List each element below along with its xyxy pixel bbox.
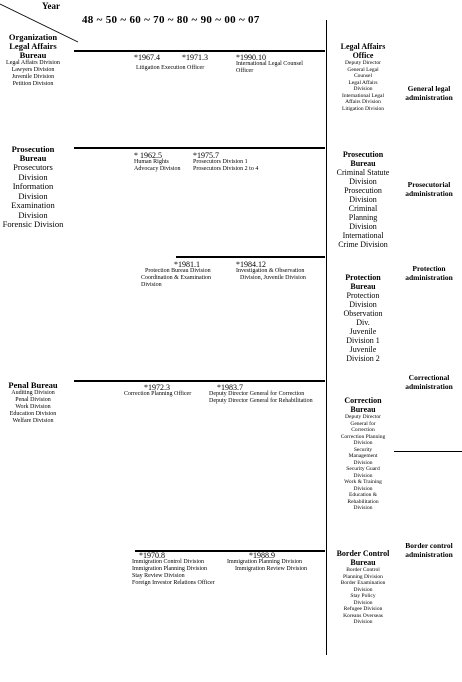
right-division: Division — [353, 485, 373, 492]
right-border-control-bureau — [332, 549, 394, 626]
event-text: Advocacy Division — [134, 166, 181, 172]
event-date: *1988.9 — [249, 551, 275, 560]
right-division: International Legal — [342, 92, 384, 99]
right-division: Planning Division — [343, 573, 383, 580]
timeline-line-prosecution — [74, 147, 325, 149]
right-division: Division — [353, 472, 373, 479]
right-division: Division — [353, 459, 373, 466]
right-division: Education & — [349, 492, 377, 498]
event-1990-10 — [236, 54, 303, 75]
event-text: Foreign Investor Relations Officer — [132, 580, 215, 586]
event-text: Immigration Control Division — [132, 559, 204, 565]
org-penal-bureau — [2, 381, 64, 425]
event-date: *1983.7 — [217, 383, 243, 392]
event-text: Prosecutors Division 2 to 4 — [193, 166, 259, 172]
category-border-control: Border control administration — [405, 541, 453, 559]
timeline-line-penal — [74, 380, 325, 382]
right-division: Deputy Director — [345, 60, 381, 66]
event-text: Immigration Planning Division — [227, 559, 302, 565]
right-division: Division — [349, 195, 377, 204]
org-division: Penal Division — [15, 397, 51, 403]
org-division: Work Division — [15, 404, 51, 410]
event-1981-1 — [141, 261, 211, 289]
category-protection: Protection administration — [405, 264, 453, 282]
right-legal-affairs-office — [332, 42, 394, 112]
event-1984-12 — [236, 261, 306, 282]
org-division: Welfare Division — [12, 418, 54, 424]
right-division: Litigation Division — [341, 105, 384, 112]
org-division: Lawyers Division — [11, 67, 55, 73]
category-correctional: Correctional administration — [405, 373, 453, 391]
timeline-divider — [326, 20, 327, 655]
year-label: Year — [42, 1, 60, 11]
event-text: Division — [141, 282, 162, 288]
org-prosecution-bureau — [2, 145, 64, 230]
right-division: Division — [349, 300, 377, 309]
right-division: Prosecution — [344, 186, 382, 195]
right-division: Division — [349, 222, 377, 231]
right-division: Division — [353, 86, 373, 92]
org-title: Prosecution Bureau — [11, 144, 55, 163]
event-1967-4-text — [136, 65, 204, 72]
event-text: Correction Planning Officer — [124, 391, 192, 397]
org-division: Juvenile Division — [11, 74, 55, 80]
org-division: Information Division — [12, 181, 54, 201]
event-1962-5 — [134, 152, 181, 173]
org-division: Forensic Division — [2, 219, 64, 229]
right-division: Counsel — [353, 73, 373, 79]
event-text: Immigration Planning Division — [132, 566, 207, 572]
right-division: Division — [353, 586, 373, 593]
event-date: *1967.4 — [134, 53, 160, 62]
event-text: Immigration Review Division — [235, 566, 307, 572]
event-1967-4 — [134, 54, 160, 61]
event-text: International Legal Counsel — [236, 61, 303, 67]
right-correction-bureau — [332, 396, 394, 512]
right-division: Protection — [346, 291, 380, 300]
event-text: Human Rights — [134, 159, 169, 165]
right-division: Juvenile — [349, 327, 377, 336]
timeline-line-protection — [176, 256, 325, 258]
right-division: Division 2 — [346, 354, 380, 363]
event-text: Protection Bureau Division — [145, 268, 211, 274]
event-text: Prosecutors Division 1 — [193, 159, 248, 165]
right-division: Criminal Statute — [336, 168, 390, 177]
event-date: *1984.12 — [236, 260, 266, 269]
event-1971-3 — [182, 54, 208, 61]
org-title: Organization Legal Affairs Bureau — [8, 32, 58, 60]
event-1988-9 — [227, 552, 307, 573]
org-division: Auditing Division — [11, 390, 55, 396]
event-date: *1972.3 — [144, 383, 170, 392]
right-division: Juvenile — [349, 345, 377, 354]
event-text: Officer — [236, 68, 254, 74]
right-division: Observation — [343, 309, 383, 318]
event-1975-7 — [193, 152, 258, 173]
right-title: Border Control Bureau — [336, 549, 390, 567]
category-prosecutorial: Prosecutorial administration — [405, 180, 453, 198]
right-division: Deputy Director — [345, 414, 381, 420]
event-date: *1970.8 — [139, 551, 165, 560]
event-date: *1971.3 — [182, 53, 208, 62]
right-division: Correction Planning — [340, 433, 386, 440]
right-division: Division — [349, 177, 377, 186]
right-division: Legal Affairs — [348, 79, 378, 86]
right-prosecution-bureau — [332, 150, 394, 249]
right-division: Criminal — [348, 204, 378, 213]
right-division: Refugee Division — [343, 606, 383, 612]
event-text: Stay Review Division — [132, 573, 185, 579]
event-text: Division, Juvenile Division — [240, 275, 306, 281]
right-division: Planning — [348, 213, 378, 222]
right-division: Division 1 — [346, 336, 380, 345]
org-legal-affairs-bureau — [2, 33, 64, 88]
event-text: Investigation & Observation — [236, 268, 305, 274]
org-division: Prosecutors Division — [13, 162, 53, 182]
right-division: Border Examination — [340, 580, 386, 586]
org-division: Examination Division — [11, 200, 55, 220]
org-division: Petition Division — [12, 81, 54, 87]
right-division: Rehabilitation — [347, 498, 379, 505]
event-text: Coordination & Examination — [141, 275, 211, 281]
year-scale: 48 ~ 50 ~ 60 ~ 70 ~ 80 ~ 90 ~ 00 ~ 07 — [82, 14, 260, 26]
event-text: Litigation Execution Officer — [136, 65, 205, 71]
right-division: Crime Division — [338, 240, 388, 249]
right-title: Prosecution Bureau — [342, 150, 384, 168]
category-separator — [394, 451, 462, 452]
right-division: Security Guard — [346, 466, 380, 472]
right-division: Div. — [356, 318, 370, 327]
event-date: *1990.10 — [236, 53, 266, 62]
event-date: *1981.1 — [174, 260, 200, 269]
right-division: Management — [348, 453, 378, 459]
right-division: Border Control — [346, 567, 380, 573]
right-division: Stay Policy — [350, 593, 376, 599]
right-division: Affairs Division — [345, 99, 381, 105]
right-division: Division — [353, 599, 373, 606]
right-division: Division — [353, 505, 373, 511]
right-title: Legal Affairs Office — [340, 42, 386, 60]
right-division: Division — [353, 619, 373, 625]
right-division: General Legal — [347, 66, 379, 73]
right-title: Protection Bureau — [345, 273, 381, 291]
right-title: Correction Bureau — [344, 396, 382, 414]
category-general-legal: General legal administration — [405, 84, 453, 102]
right-division: Work & Training — [344, 479, 382, 485]
right-division: General for — [350, 420, 376, 427]
right-protection-bureau — [332, 273, 394, 363]
timeline-line-legal — [74, 50, 325, 52]
event-1970-8 — [132, 552, 215, 587]
event-1972-3 — [124, 384, 191, 398]
right-division: International — [342, 231, 384, 240]
right-division: Security — [353, 446, 373, 453]
right-division: Division — [353, 440, 373, 446]
event-date: * 1962.5 — [134, 151, 162, 160]
event-text: Deputy Director General for Rehabilitation — [209, 398, 313, 404]
org-division: Legal Affairs Division — [6, 60, 60, 66]
org-division: Education Division — [9, 411, 57, 417]
right-division: Correction — [351, 427, 375, 433]
org-title: Penal Bureau — [8, 380, 58, 390]
event-date: *1975.7 — [193, 151, 219, 160]
right-division: Koreans Overseas — [343, 612, 383, 619]
event-1983-7 — [209, 384, 313, 405]
event-text: Deputy Director General for Correction — [209, 391, 305, 397]
